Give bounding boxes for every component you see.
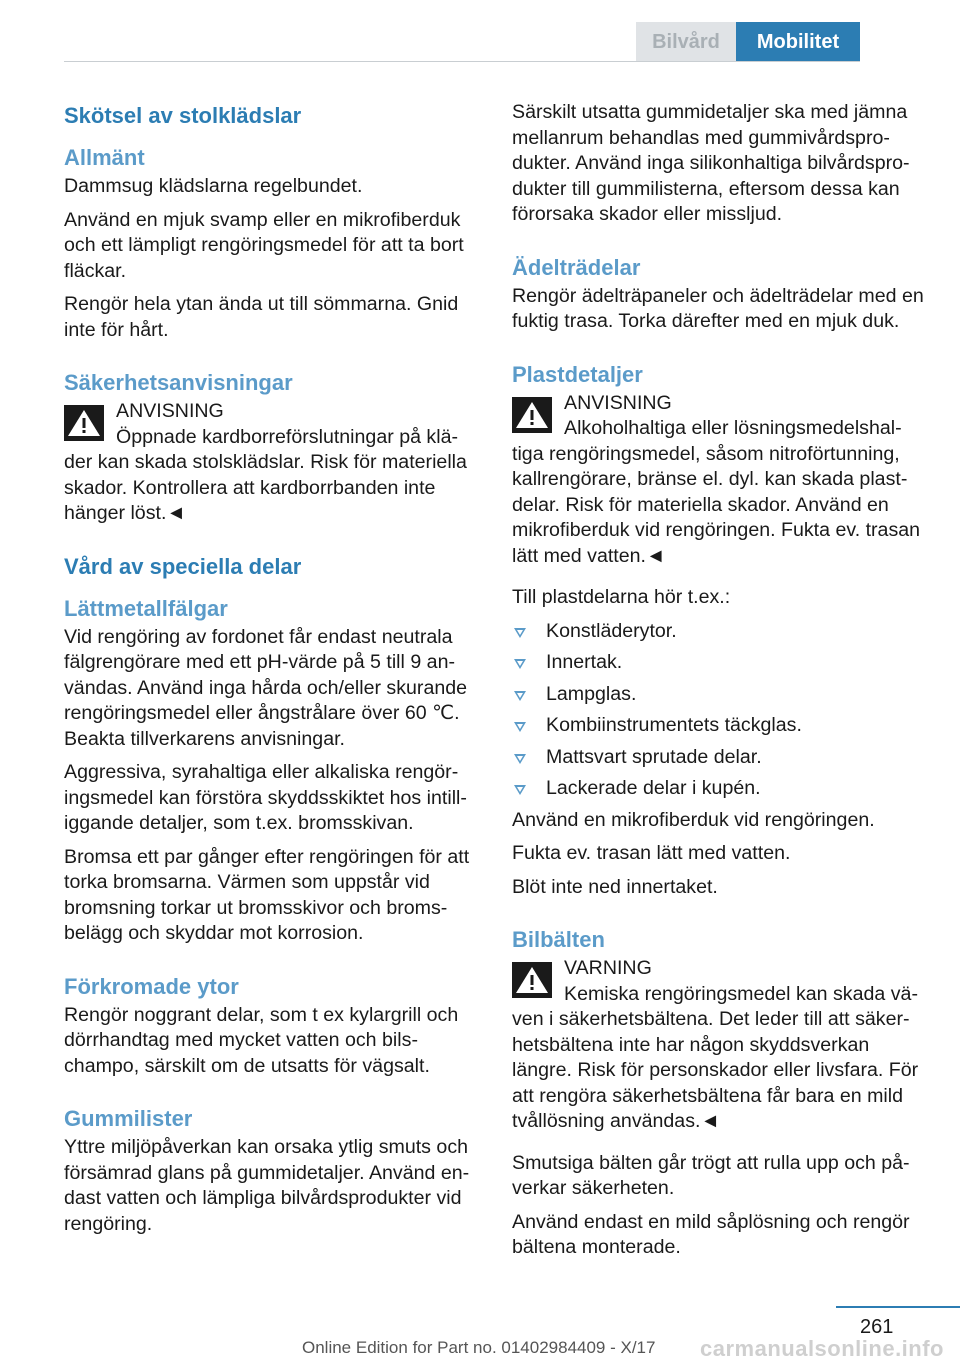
paragraph: Rengör noggrant delar, som t ex kylargrill och dörrhandtag med mycket vatten och bilschampo, särskilt om de utsatts för vägsalt.: [64, 1003, 459, 1077]
warning-triangle-icon: [512, 962, 552, 998]
paragraph: Rengör hela ytan ända ut till sömmarna. Gnid inte för hårt.: [64, 293, 459, 341]
notice-text: Alkoholhaltiga eller lösningsmedelshaltiga rengöringsmedel, såsom nitroförtunning, kallrengörare, bränse el. dyl. kan skada plastdelar. Risk för materiella skador. Använd en mikrofiberduk vid rengöringen. Fukta ev. trasan lätt med vatten.◄: [512, 417, 921, 567]
heading-gummilister: Gummilister: [64, 1106, 193, 1131]
notice-title: VARNING: [564, 957, 652, 979]
heading-adeltradelar: Ädelträdelar: [512, 254, 641, 280]
tab-bilvard[interactable]: Bilvård: [636, 22, 736, 62]
section-title-stolkladslar: Skötsel av stolklädslar: [64, 103, 302, 128]
heading-bilbalten: Bilbälten: [512, 927, 605, 952]
page-number: 261: [860, 1316, 894, 1338]
watermark: carmanualsonline.info: [700, 1336, 944, 1361]
warning-triangle-icon: [512, 397, 552, 433]
notice-text: Kemiska rengöringsmedel kan skada väven i säkerhetsbältena. Det leder till att säkerhetsbältena inte har någon skyddsverkan längre. Risk för personskador eller livsfara. För att rengöra säkerhetsbältena får bara en mild tvållösning användas.◄: [512, 982, 919, 1132]
notice-text: Öppnade kardborreförslutningar på kläder kan skada stolsklädslar. Risk för materiella skador. Kontrollera att kardborrbanden inte hänger löst.◄: [64, 425, 467, 524]
paragraph: Använd en mikrofiberduk vid rengöringen.: [512, 808, 875, 831]
heading-lattmetallfalgar: Lättmetallfälgar: [64, 595, 228, 621]
notice-box: [512, 391, 926, 570]
list-item: Kombiinstrumentets täckglas.: [512, 713, 926, 739]
heading-plastdetaljer: Plastdetaljer: [512, 361, 643, 387]
triangle-bullet-icon: [514, 628, 526, 638]
tab-mobilitet[interactable]: Mobilitet: [736, 22, 860, 62]
list-item: Lackerade delar i kupén.: [512, 776, 926, 802]
paragraph: Fukta ev. trasan lätt med vatten.: [512, 842, 791, 864]
list-item: Mattsvart sprutade delar.: [512, 745, 926, 771]
list-item: Innertak.: [512, 650, 926, 676]
paragraph: Använd endast en mild såplösning och rengör bältena monterade.: [512, 1210, 910, 1258]
list-item: Lampglas.: [512, 682, 926, 708]
triangle-bullet-icon: [514, 785, 526, 795]
triangle-bullet-icon: [514, 722, 526, 732]
triangle-bullet-icon: [514, 691, 526, 701]
notice-title: ANVISNING: [116, 400, 224, 422]
notice-box: [512, 956, 926, 1135]
paragraph: Yttre miljöpåverkan kan orsaka ytlig smuts och försämrad glans på gummidetaljer. Använd endast vatten och lämpliga bilvårdsprodukter vid rengöring.: [64, 1136, 470, 1235]
plast-list: [512, 619, 926, 802]
paragraph: Till plastdelarna hör t.ex.:: [512, 586, 731, 608]
edition-text: Online Edition for Part no. 01402984409 - X/17: [302, 1338, 656, 1357]
paragraph: Dammsug klädslarna regelbundet.: [64, 175, 363, 197]
footer-divider: [836, 1306, 960, 1308]
header-divider: [64, 61, 860, 62]
notice-title: ANVISNING: [564, 391, 672, 414]
paragraph: Smutsiga bälten går trögt att rulla upp och påverkar säkerheten.: [512, 1151, 910, 1199]
triangle-bullet-icon: [514, 754, 526, 764]
paragraph: Aggressiva, syrahaltiga eller alkaliska rengöringsmedel kan förstöra skyddsskiktet hos intilliggande detaljer, som t.ex. bromsskivan.: [64, 761, 467, 834]
notice-box: [64, 399, 478, 527]
paragraph: Rengör ädelträpaneler och ädelträdelar med en fuktig trasa. Torka därefter med en mjuk duk.: [512, 284, 924, 332]
left-column: [64, 100, 478, 1245]
heading-forkromade-ytor: Förkromade ytor: [64, 973, 239, 999]
section-title-speciella-delar: Vård av speciella delar: [64, 553, 302, 579]
right-column: [512, 100, 926, 1269]
paragraph: Bromsa ett par gånger efter rengöringen för att torka bromsarna. Värmen som uppstår vid bromsning torkar ut bromsskivor och bromsbelägg och skyddar mot korrosion.: [64, 845, 470, 944]
paragraph: Vid rengöring av fordonet får endast neutrala fälgrengörare med ett pH-värde på 5 till 9 användas. Använd inga hårda och/eller skurande rengöringsmedel eller ångstrålare över 60 ℃. Beakta tillverkarens anvisningar.: [64, 625, 468, 750]
paragraph: Särskilt utsatta gummidetaljer ska med jämna mellanrum behandlas med gummivårdsprodukter. Använd inga silikonhaltiga bilvårdsprodukter till gummilisterna, eftersom dessa kan förorsaka skador eller missljud.: [512, 101, 910, 225]
list-item: Konstläderytor.: [512, 619, 926, 645]
warning-triangle-icon: [64, 405, 104, 441]
paragraph: Blöt inte ned innertaket.: [512, 875, 718, 898]
heading-sakerhetsanvisningar: Säkerhetsanvisningar: [64, 370, 293, 395]
triangle-bullet-icon: [514, 659, 526, 669]
paragraph: Använd en mjuk svamp eller en mikrofiberduk och ett lämpligt rengöringsmedel för att ta bort fläckar.: [64, 208, 464, 282]
heading-allmant: Allmänt: [64, 145, 145, 170]
